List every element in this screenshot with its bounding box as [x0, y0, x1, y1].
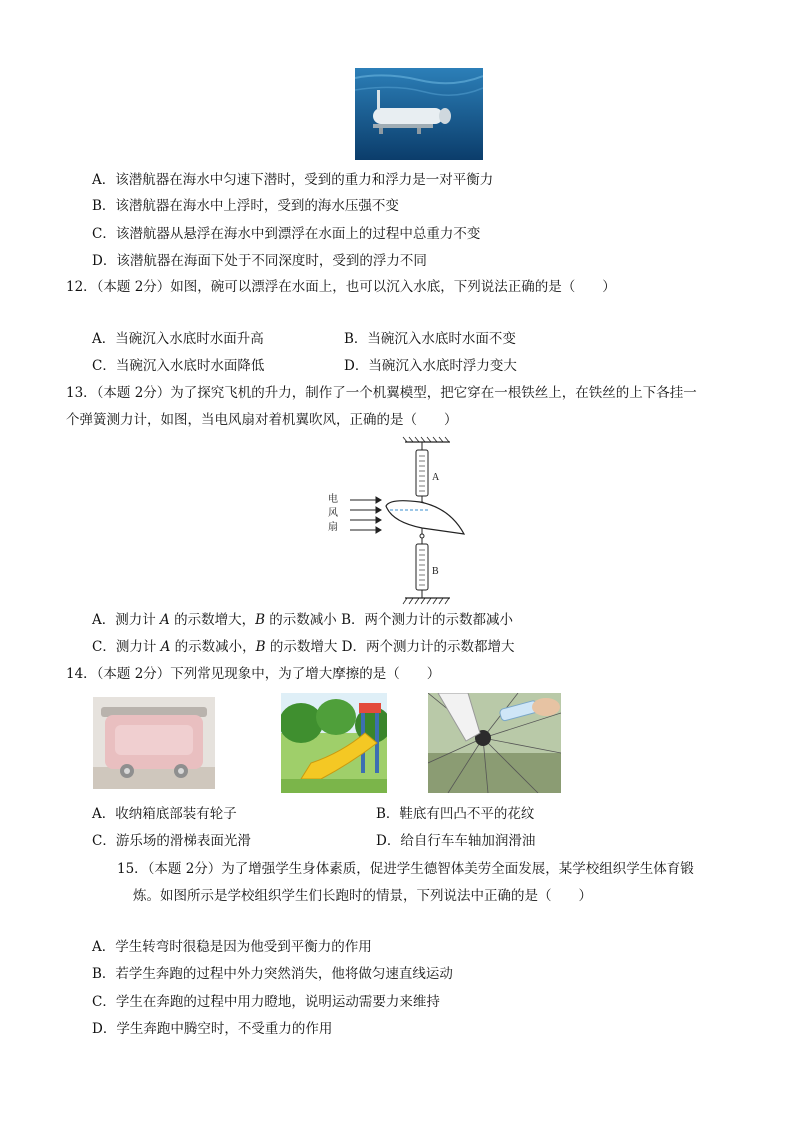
scale-b-label: B — [432, 566, 439, 577]
q13-option-ab — [92, 611, 513, 629]
q12-option-c: C．当碗沉入水底时水面降低 — [92, 358, 265, 374]
q15-stem-line2: 炼。如图所示是学校组织学生们长跑时的情景，下列说法中正确的是（ ） — [133, 888, 592, 904]
q13-option-a-var-a: A — [160, 612, 170, 628]
q14-option-b: B．鞋底有凹凸不平的花纹 — [376, 806, 535, 822]
q12-option-b: B．当碗沉入水底时水面不变 — [344, 331, 516, 347]
q13-option-c-var-b: B — [255, 639, 266, 655]
q13-option-a-post: 的示数减小 B．两个测力计的示数都减小 — [265, 612, 514, 628]
q15-stem-line1: 15．（本题 2分）为了增强学生身体素质，促进学生德智体美劳全面发展，某学校组织学生体育锻 — [117, 861, 694, 877]
fan-label-1: 电 — [328, 494, 338, 505]
fan-label-2: 风 — [328, 508, 338, 519]
q11-option-b: B．该潜航器在海水中上浮时，受到的海水压强不变 — [92, 198, 399, 214]
q13-option-a-var-b: B — [255, 612, 266, 628]
scale-a-label: A — [432, 472, 440, 483]
q13-option-cd — [92, 638, 515, 656]
q11-option-a: A．该潜航器在海水中匀速下潜时，受到的重力和浮力是一对平衡力 — [92, 172, 494, 188]
q14-stem: 14．（本题 2分）下列常见现象中，为了增大摩擦的是（ ） — [66, 666, 441, 682]
q11-option-c: C．该潜航器从悬浮在海水中到漂浮在水面上的过程中总重力不变 — [92, 226, 481, 242]
q15-option-c: C．学生在奔跑的过程中用力瞪地，说明运动需要力来维持 — [92, 994, 440, 1010]
q12-option-a: A．当碗沉入水底时水面升高 — [92, 331, 264, 347]
q14-option-a: A．收纳箱底部装有轮子 — [92, 806, 237, 822]
q15-option-a: A．学生转弯时很稳是因为他受到平衡力的作用 — [92, 939, 372, 955]
playground-slide-photo — [281, 693, 387, 793]
q15-option-b: B．若学生奔跑的过程中外力突然消失，他将做匀速直线运动 — [92, 966, 453, 982]
q13-option-c-var-a: A — [160, 639, 171, 655]
q12-stem: 12．（本题 2分）如图，碗可以漂浮在水面上，也可以沉入水底，下列说法正确的是（ ） — [66, 279, 616, 295]
wing-model-figure — [320, 436, 470, 606]
submersible-illustration — [355, 68, 483, 160]
submersible-photo — [355, 68, 483, 160]
q13-option-a-mid: 的示数增大， — [169, 612, 256, 628]
q14-option-d: D．给自行车车轴加润滑油 — [376, 833, 536, 849]
q13-stem-line2: 个弹簧测力计，如图，当电风扇对着机翼吹风，正确的是（ ） — [66, 412, 458, 428]
q15-option-d: D．学生奔跑中腾空时，不受重力的作用 — [92, 1021, 333, 1037]
bicycle-axle-photo — [428, 693, 561, 793]
q13-option-c-post: 的示数增大 D．两个测力计的示数都增大 — [265, 639, 515, 655]
q13-option-c-mid: 的示数减小， — [170, 639, 256, 655]
q13-stem-line1: 13．（本题 2分）为了探究飞机的升力，制作了一个机翼模型，把它穿在一根铁丝上，在铁丝的上下各挂一 — [66, 385, 697, 401]
q13-option-a-pre: A．测力计 — [92, 612, 161, 628]
q14-option-c: C．游乐场的滑梯表面光滑 — [92, 833, 251, 849]
storage-box-photo — [93, 697, 215, 789]
q11-option-d: D．该潜航器在海面下处于不同深度时，受到的浮力不同 — [92, 253, 427, 269]
fan-label-3: 扇 — [328, 522, 338, 533]
q13-option-c-pre: C．测力计 — [92, 639, 161, 655]
q12-option-d: D．当碗沉入水底时浮力变大 — [344, 358, 517, 374]
